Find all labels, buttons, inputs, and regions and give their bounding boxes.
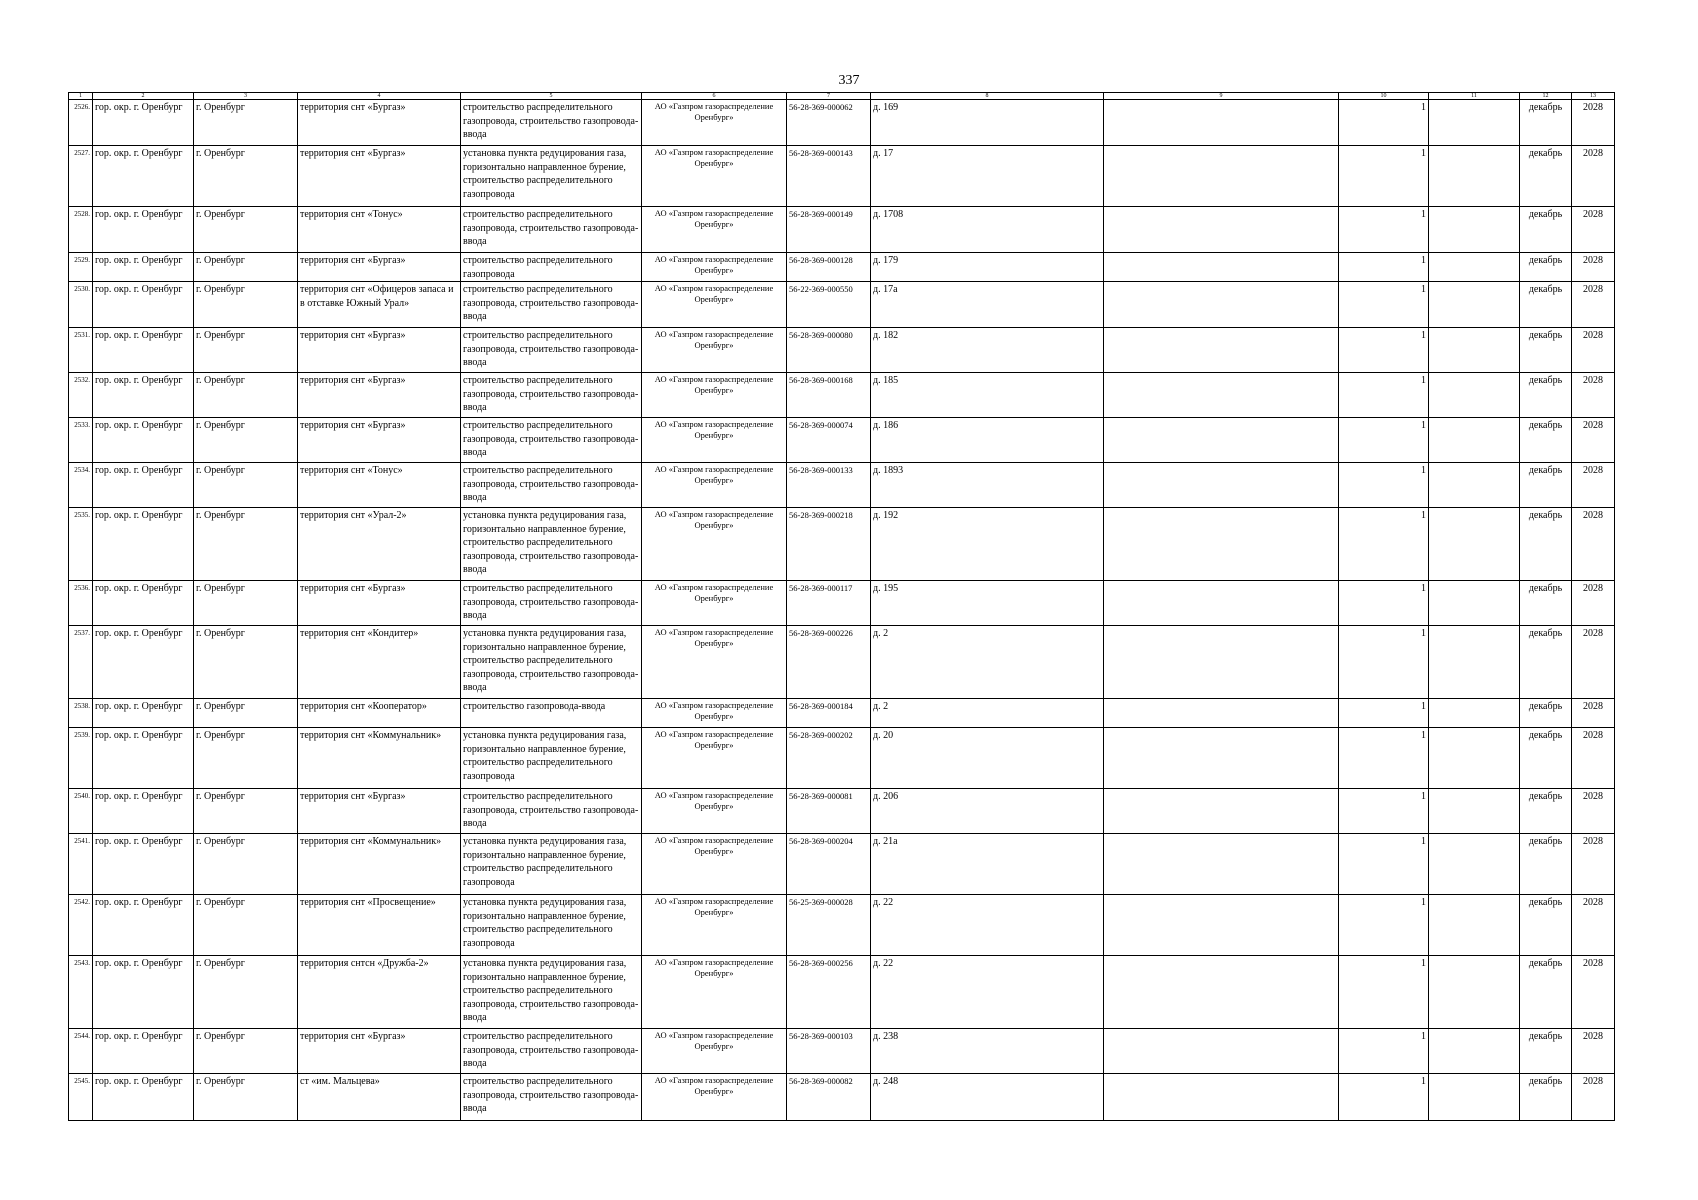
- table-body: [69, 100, 1615, 1121]
- month-cell: декабрь: [1520, 626, 1572, 699]
- quantity-cell: 1: [1339, 834, 1429, 895]
- cadastral-code-cell: 56-28-369-000082: [787, 1074, 871, 1121]
- district-cell: гор. окр. г. Оренбург: [93, 207, 194, 253]
- year-cell: 2028: [1572, 146, 1615, 207]
- city-cell: г. Оренбург: [194, 956, 298, 1029]
- cadastral-code-cell: 56-28-369-000149: [787, 207, 871, 253]
- column-11-cell: [1429, 581, 1520, 626]
- table-row: [69, 146, 1615, 207]
- city-cell: г. Оренбург: [194, 207, 298, 253]
- territory-cell: территория снт «Бургаз»: [298, 373, 461, 418]
- column-11-cell: [1429, 1074, 1520, 1121]
- month-cell: декабрь: [1520, 463, 1572, 508]
- row-number: 2541.: [69, 834, 93, 895]
- table-row: [69, 789, 1615, 834]
- city-cell: г. Оренбург: [194, 373, 298, 418]
- row-number: 2535.: [69, 508, 93, 581]
- quantity-cell: 1: [1339, 956, 1429, 1029]
- organization-cell: АО «Газпром газораспределение Оренбург»: [642, 956, 787, 1029]
- month-cell: декабрь: [1520, 895, 1572, 956]
- column-11-cell: [1429, 100, 1520, 146]
- table-row: [69, 508, 1615, 581]
- year-cell: 2028: [1572, 895, 1615, 956]
- column-9-cell: [1104, 146, 1339, 207]
- column-9-cell: [1104, 1029, 1339, 1074]
- city-cell: г. Оренбург: [194, 1074, 298, 1121]
- column-9-cell: [1104, 834, 1339, 895]
- work-description-cell: строительство распределительного газопровода, строительство газопровода-ввода: [461, 1029, 642, 1074]
- cadastral-code-cell: 56-28-369-000103: [787, 1029, 871, 1074]
- organization-cell: АО «Газпром газораспределение Оренбург»: [642, 373, 787, 418]
- territory-cell: территория снт «Бургаз»: [298, 146, 461, 207]
- city-cell: г. Оренбург: [194, 328, 298, 373]
- organization-cell: АО «Газпром газораспределение Оренбург»: [642, 834, 787, 895]
- month-cell: декабрь: [1520, 834, 1572, 895]
- quantity-cell: 1: [1339, 328, 1429, 373]
- year-cell: 2028: [1572, 699, 1615, 728]
- cadastral-code-cell: 56-28-369-000117: [787, 581, 871, 626]
- month-cell: декабрь: [1520, 146, 1572, 207]
- cadastral-code-cell: 56-28-369-000081: [787, 789, 871, 834]
- quantity-cell: 1: [1339, 699, 1429, 728]
- district-cell: гор. окр. г. Оренбург: [93, 100, 194, 146]
- column-number: 7: [787, 93, 871, 100]
- column-9-cell: [1104, 581, 1339, 626]
- city-cell: г. Оренбург: [194, 253, 298, 282]
- year-cell: 2028: [1572, 328, 1615, 373]
- district-cell: гор. окр. г. Оренбург: [93, 1029, 194, 1074]
- column-11-cell: [1429, 895, 1520, 956]
- city-cell: г. Оренбург: [194, 895, 298, 956]
- column-9-cell: [1104, 1074, 1339, 1121]
- district-cell: гор. окр. г. Оренбург: [93, 328, 194, 373]
- month-cell: декабрь: [1520, 956, 1572, 1029]
- column-number-row: [69, 93, 1615, 100]
- city-cell: г. Оренбург: [194, 1029, 298, 1074]
- column-number: 9: [1104, 93, 1339, 100]
- cadastral-code-cell: 56-28-369-000074: [787, 418, 871, 463]
- column-11-cell: [1429, 626, 1520, 699]
- organization-cell: АО «Газпром газораспределение Оренбург»: [642, 699, 787, 728]
- city-cell: г. Оренбург: [194, 789, 298, 834]
- column-number: 3: [194, 93, 298, 100]
- city-cell: г. Оренбург: [194, 418, 298, 463]
- work-description-cell: строительство распределительного газопровода: [461, 253, 642, 282]
- column-9-cell: [1104, 328, 1339, 373]
- district-cell: гор. окр. г. Оренбург: [93, 508, 194, 581]
- column-number: 5: [461, 93, 642, 100]
- month-cell: декабрь: [1520, 699, 1572, 728]
- district-cell: гор. окр. г. Оренбург: [93, 626, 194, 699]
- quantity-cell: 1: [1339, 508, 1429, 581]
- territory-cell: территория снт «Бургаз»: [298, 789, 461, 834]
- quantity-cell: 1: [1339, 253, 1429, 282]
- work-description-cell: строительство распределительного газопровода, строительство газопровода-ввода: [461, 789, 642, 834]
- column-9-cell: [1104, 789, 1339, 834]
- row-number: 2539.: [69, 728, 93, 789]
- work-description-cell: установка пункта редуцирования газа, горизонтально направленное бурение, строительство распределительного газопровода: [461, 728, 642, 789]
- table-row: [69, 626, 1615, 699]
- month-cell: декабрь: [1520, 1074, 1572, 1121]
- house-number-cell: д. 17а: [871, 282, 1104, 328]
- year-cell: 2028: [1572, 253, 1615, 282]
- organization-cell: АО «Газпром газораспределение Оренбург»: [642, 418, 787, 463]
- quantity-cell: 1: [1339, 418, 1429, 463]
- column-number: 4: [298, 93, 461, 100]
- month-cell: декабрь: [1520, 789, 1572, 834]
- table-row: [69, 1074, 1615, 1121]
- house-number-cell: д. 248: [871, 1074, 1104, 1121]
- row-number: 2530.: [69, 282, 93, 328]
- month-cell: декабрь: [1520, 328, 1572, 373]
- table-row: [69, 328, 1615, 373]
- row-number: 2534.: [69, 463, 93, 508]
- year-cell: 2028: [1572, 282, 1615, 328]
- column-9-cell: [1104, 895, 1339, 956]
- year-cell: 2028: [1572, 100, 1615, 146]
- quantity-cell: 1: [1339, 895, 1429, 956]
- column-11-cell: [1429, 418, 1520, 463]
- cadastral-code-cell: 56-28-369-000218: [787, 508, 871, 581]
- work-description-cell: строительство распределительного газопровода, строительство газопровода-ввода: [461, 207, 642, 253]
- organization-cell: АО «Газпром газораспределение Оренбург»: [642, 253, 787, 282]
- row-number: 2531.: [69, 328, 93, 373]
- cadastral-code-cell: 56-25-369-000028: [787, 895, 871, 956]
- row-number: 2540.: [69, 789, 93, 834]
- table-row: [69, 956, 1615, 1029]
- column-11-cell: [1429, 728, 1520, 789]
- city-cell: г. Оренбург: [194, 100, 298, 146]
- territory-cell: территория снт «Бургаз»: [298, 253, 461, 282]
- city-cell: г. Оренбург: [194, 699, 298, 728]
- table-row: [69, 463, 1615, 508]
- territory-cell: территория снт «Бургаз»: [298, 100, 461, 146]
- month-cell: декабрь: [1520, 418, 1572, 463]
- territory-cell: территория снт «Бургаз»: [298, 1029, 461, 1074]
- month-cell: декабрь: [1520, 373, 1572, 418]
- city-cell: г. Оренбург: [194, 463, 298, 508]
- month-cell: декабрь: [1520, 508, 1572, 581]
- year-cell: 2028: [1572, 373, 1615, 418]
- organization-cell: АО «Газпром газораспределение Оренбург»: [642, 789, 787, 834]
- territory-cell: территория снт «Тонус»: [298, 463, 461, 508]
- work-description-cell: строительство распределительного газопровода, строительство газопровода-ввода: [461, 581, 642, 626]
- cadastral-code-cell: 56-28-369-000226: [787, 626, 871, 699]
- city-cell: г. Оренбург: [194, 834, 298, 895]
- column-number: 10: [1339, 93, 1429, 100]
- year-cell: 2028: [1572, 207, 1615, 253]
- house-number-cell: д. 206: [871, 789, 1104, 834]
- column-11-cell: [1429, 789, 1520, 834]
- column-number: 6: [642, 93, 787, 100]
- quantity-cell: 1: [1339, 728, 1429, 789]
- territory-cell: территория снт «Урал-2»: [298, 508, 461, 581]
- month-cell: декабрь: [1520, 1029, 1572, 1074]
- year-cell: 2028: [1572, 626, 1615, 699]
- table-row: [69, 834, 1615, 895]
- year-cell: 2028: [1572, 1029, 1615, 1074]
- row-number: 2528.: [69, 207, 93, 253]
- district-cell: гор. окр. г. Оренбург: [93, 834, 194, 895]
- table-row: [69, 895, 1615, 956]
- column-11-cell: [1429, 834, 1520, 895]
- cadastral-code-cell: 56-22-369-000550: [787, 282, 871, 328]
- column-number: 11: [1429, 93, 1520, 100]
- quantity-cell: 1: [1339, 1074, 1429, 1121]
- table-row: [69, 1029, 1615, 1074]
- year-cell: 2028: [1572, 728, 1615, 789]
- column-9-cell: [1104, 626, 1339, 699]
- row-number: 2533.: [69, 418, 93, 463]
- cadastral-code-cell: 56-28-369-000062: [787, 100, 871, 146]
- house-number-cell: д. 1893: [871, 463, 1104, 508]
- table-row: [69, 581, 1615, 626]
- column-11-cell: [1429, 282, 1520, 328]
- row-number: 2544.: [69, 1029, 93, 1074]
- house-number-cell: д. 22: [871, 895, 1104, 956]
- district-cell: гор. окр. г. Оренбург: [93, 728, 194, 789]
- work-description-cell: установка пункта редуцирования газа, горизонтально направленное бурение, строительство распределительного газопровода: [461, 895, 642, 956]
- column-11-cell: [1429, 1029, 1520, 1074]
- year-cell: 2028: [1572, 463, 1615, 508]
- column-11-cell: [1429, 146, 1520, 207]
- work-description-cell: установка пункта редуцирования газа, горизонтально направленное бурение, строительство распределительного газопровода, строительство газопровода-ввода: [461, 956, 642, 1029]
- column-number: 2: [93, 93, 194, 100]
- city-cell: г. Оренбург: [194, 146, 298, 207]
- district-cell: гор. окр. г. Оренбург: [93, 789, 194, 834]
- work-description-cell: строительство распределительного газопровода, строительство газопровода-ввода: [461, 373, 642, 418]
- quantity-cell: 1: [1339, 146, 1429, 207]
- organization-cell: АО «Газпром газораспределение Оренбург»: [642, 207, 787, 253]
- column-11-cell: [1429, 373, 1520, 418]
- cadastral-code-cell: 56-28-369-000168: [787, 373, 871, 418]
- district-cell: гор. окр. г. Оренбург: [93, 1074, 194, 1121]
- quantity-cell: 1: [1339, 207, 1429, 253]
- year-cell: 2028: [1572, 789, 1615, 834]
- territory-cell: ст «им. Мальцева»: [298, 1074, 461, 1121]
- quantity-cell: 1: [1339, 789, 1429, 834]
- territory-cell: территория снт «Кондитер»: [298, 626, 461, 699]
- quantity-cell: 1: [1339, 100, 1429, 146]
- work-description-cell: установка пункта редуцирования газа, горизонтально направленное бурение, строительство распределительного газопровода: [461, 146, 642, 207]
- territory-cell: территория снт «Тонус»: [298, 207, 461, 253]
- city-cell: г. Оренбург: [194, 508, 298, 581]
- table-row: [69, 728, 1615, 789]
- cadastral-code-cell: 56-28-369-000143: [787, 146, 871, 207]
- year-cell: 2028: [1572, 418, 1615, 463]
- organization-cell: АО «Газпром газораспределение Оренбург»: [642, 508, 787, 581]
- column-9-cell: [1104, 253, 1339, 282]
- work-description-cell: строительство газопровода-ввода: [461, 699, 642, 728]
- territory-cell: территория снтсн «Дружба-2»: [298, 956, 461, 1029]
- table-row: [69, 100, 1615, 146]
- house-number-cell: д. 182: [871, 328, 1104, 373]
- row-number: 2526.: [69, 100, 93, 146]
- year-cell: 2028: [1572, 834, 1615, 895]
- column-11-cell: [1429, 328, 1520, 373]
- district-cell: гор. окр. г. Оренбург: [93, 956, 194, 1029]
- work-description-cell: строительство распределительного газопровода, строительство газопровода-ввода: [461, 463, 642, 508]
- column-number: 1: [69, 93, 93, 100]
- row-number: 2542.: [69, 895, 93, 956]
- cadastral-code-cell: 56-28-369-000133: [787, 463, 871, 508]
- house-number-cell: д. 1708: [871, 207, 1104, 253]
- column-9-cell: [1104, 373, 1339, 418]
- work-description-cell: строительство распределительного газопровода, строительство газопровода-ввода: [461, 418, 642, 463]
- district-cell: гор. окр. г. Оренбург: [93, 146, 194, 207]
- column-9-cell: [1104, 100, 1339, 146]
- column-9-cell: [1104, 463, 1339, 508]
- work-description-cell: установка пункта редуцирования газа, горизонтально направленное бурение, строительство распределительного газопровода, строительство газопровода-ввода: [461, 508, 642, 581]
- district-cell: гор. окр. г. Оренбург: [93, 463, 194, 508]
- column-11-cell: [1429, 956, 1520, 1029]
- table-row: [69, 373, 1615, 418]
- work-description-cell: установка пункта редуцирования газа, горизонтально направленное бурение, строительство распределительного газопровода, строительство газопровода-ввода: [461, 626, 642, 699]
- organization-cell: АО «Газпром газораспределение Оренбург»: [642, 626, 787, 699]
- column-number: 13: [1572, 93, 1615, 100]
- column-9-cell: [1104, 508, 1339, 581]
- territory-cell: территория снт «Коммунальник»: [298, 834, 461, 895]
- month-cell: декабрь: [1520, 282, 1572, 328]
- table-row: [69, 207, 1615, 253]
- house-number-cell: д. 195: [871, 581, 1104, 626]
- city-cell: г. Оренбург: [194, 626, 298, 699]
- table-row: [69, 699, 1615, 728]
- territory-cell: территория снт «Бургаз»: [298, 581, 461, 626]
- organization-cell: АО «Газпром газораспределение Оренбург»: [642, 1029, 787, 1074]
- row-number: 2537.: [69, 626, 93, 699]
- year-cell: 2028: [1572, 581, 1615, 626]
- cadastral-code-cell: 56-28-369-000202: [787, 728, 871, 789]
- house-number-cell: д. 179: [871, 253, 1104, 282]
- district-cell: гор. окр. г. Оренбург: [93, 373, 194, 418]
- month-cell: декабрь: [1520, 100, 1572, 146]
- territory-cell: территория снт «Офицеров запаса и в отставке Южный Урал»: [298, 282, 461, 328]
- quantity-cell: 1: [1339, 1029, 1429, 1074]
- work-description-cell: строительство распределительного газопровода, строительство газопровода-ввода: [461, 282, 642, 328]
- work-description-cell: строительство распределительного газопровода, строительство газопровода-ввода: [461, 100, 642, 146]
- row-number: 2538.: [69, 699, 93, 728]
- row-number: 2532.: [69, 373, 93, 418]
- column-11-cell: [1429, 463, 1520, 508]
- house-number-cell: д. 186: [871, 418, 1104, 463]
- organization-cell: АО «Газпром газораспределение Оренбург»: [642, 895, 787, 956]
- district-cell: гор. окр. г. Оренбург: [93, 895, 194, 956]
- cadastral-code-cell: 56-28-369-000080: [787, 328, 871, 373]
- organization-cell: АО «Газпром газораспределение Оренбург»: [642, 146, 787, 207]
- city-cell: г. Оренбург: [194, 282, 298, 328]
- column-9-cell: [1104, 699, 1339, 728]
- column-11-cell: [1429, 699, 1520, 728]
- organization-cell: АО «Газпром газораспределение Оренбург»: [642, 282, 787, 328]
- house-number-cell: д. 169: [871, 100, 1104, 146]
- house-number-cell: д. 17: [871, 146, 1104, 207]
- row-number: 2545.: [69, 1074, 93, 1121]
- table-row: [69, 253, 1615, 282]
- row-number: 2543.: [69, 956, 93, 1029]
- house-number-cell: д. 2: [871, 626, 1104, 699]
- quantity-cell: 1: [1339, 581, 1429, 626]
- organization-cell: АО «Газпром газораспределение Оренбург»: [642, 463, 787, 508]
- district-cell: гор. окр. г. Оренбург: [93, 699, 194, 728]
- cadastral-code-cell: 56-28-369-000184: [787, 699, 871, 728]
- cadastral-code-cell: 56-28-369-000204: [787, 834, 871, 895]
- month-cell: декабрь: [1520, 581, 1572, 626]
- organization-cell: АО «Газпром газораспределение Оренбург»: [642, 100, 787, 146]
- house-number-cell: д. 20: [871, 728, 1104, 789]
- territory-cell: территория снт «Просвещение»: [298, 895, 461, 956]
- territory-cell: территория снт «Кооператор»: [298, 699, 461, 728]
- month-cell: декабрь: [1520, 728, 1572, 789]
- territory-cell: территория снт «Бургаз»: [298, 418, 461, 463]
- district-cell: гор. окр. г. Оренбург: [93, 581, 194, 626]
- month-cell: декабрь: [1520, 207, 1572, 253]
- quantity-cell: 1: [1339, 282, 1429, 328]
- column-9-cell: [1104, 418, 1339, 463]
- work-description-cell: установка пункта редуцирования газа, горизонтально направленное бурение, строительство распределительного газопровода: [461, 834, 642, 895]
- quantity-cell: 1: [1339, 626, 1429, 699]
- year-cell: 2028: [1572, 956, 1615, 1029]
- year-cell: 2028: [1572, 1074, 1615, 1121]
- row-number: 2536.: [69, 581, 93, 626]
- column-11-cell: [1429, 253, 1520, 282]
- district-cell: гор. окр. г. Оренбург: [93, 282, 194, 328]
- district-cell: гор. окр. г. Оренбург: [93, 253, 194, 282]
- territory-cell: территория снт «Коммунальник»: [298, 728, 461, 789]
- house-number-cell: д. 192: [871, 508, 1104, 581]
- column-11-cell: [1429, 508, 1520, 581]
- gasification-register-table: [68, 92, 1615, 1121]
- house-number-cell: д. 22: [871, 956, 1104, 1029]
- work-description-cell: строительство распределительного газопровода, строительство газопровода-ввода: [461, 328, 642, 373]
- table-row: [69, 418, 1615, 463]
- row-number: 2529.: [69, 253, 93, 282]
- organization-cell: АО «Газпром газораспределение Оренбург»: [642, 728, 787, 789]
- column-9-cell: [1104, 728, 1339, 789]
- page-number: 337: [838, 73, 860, 88]
- house-number-cell: д. 2: [871, 699, 1104, 728]
- quantity-cell: 1: [1339, 373, 1429, 418]
- column-number: 12: [1520, 93, 1572, 100]
- column-11-cell: [1429, 207, 1520, 253]
- quantity-cell: 1: [1339, 463, 1429, 508]
- month-cell: декабрь: [1520, 253, 1572, 282]
- cadastral-code-cell: 56-28-369-000128: [787, 253, 871, 282]
- house-number-cell: д. 21а: [871, 834, 1104, 895]
- column-9-cell: [1104, 282, 1339, 328]
- city-cell: г. Оренбург: [194, 728, 298, 789]
- column-number: 8: [871, 93, 1104, 100]
- house-number-cell: д. 185: [871, 373, 1104, 418]
- organization-cell: АО «Газпром газораспределение Оренбург»: [642, 581, 787, 626]
- city-cell: г. Оренбург: [194, 581, 298, 626]
- house-number-cell: д. 238: [871, 1029, 1104, 1074]
- table-row: [69, 282, 1615, 328]
- column-9-cell: [1104, 207, 1339, 253]
- territory-cell: территория снт «Бургаз»: [298, 328, 461, 373]
- organization-cell: АО «Газпром газораспределение Оренбург»: [642, 328, 787, 373]
- row-number: 2527.: [69, 146, 93, 207]
- year-cell: 2028: [1572, 508, 1615, 581]
- district-cell: гор. окр. г. Оренбург: [93, 418, 194, 463]
- work-description-cell: строительство распределительного газопровода, строительство газопровода-ввода: [461, 1074, 642, 1121]
- column-9-cell: [1104, 956, 1339, 1029]
- cadastral-code-cell: 56-28-369-000256: [787, 956, 871, 1029]
- organization-cell: АО «Газпром газораспределение Оренбург»: [642, 1074, 787, 1121]
